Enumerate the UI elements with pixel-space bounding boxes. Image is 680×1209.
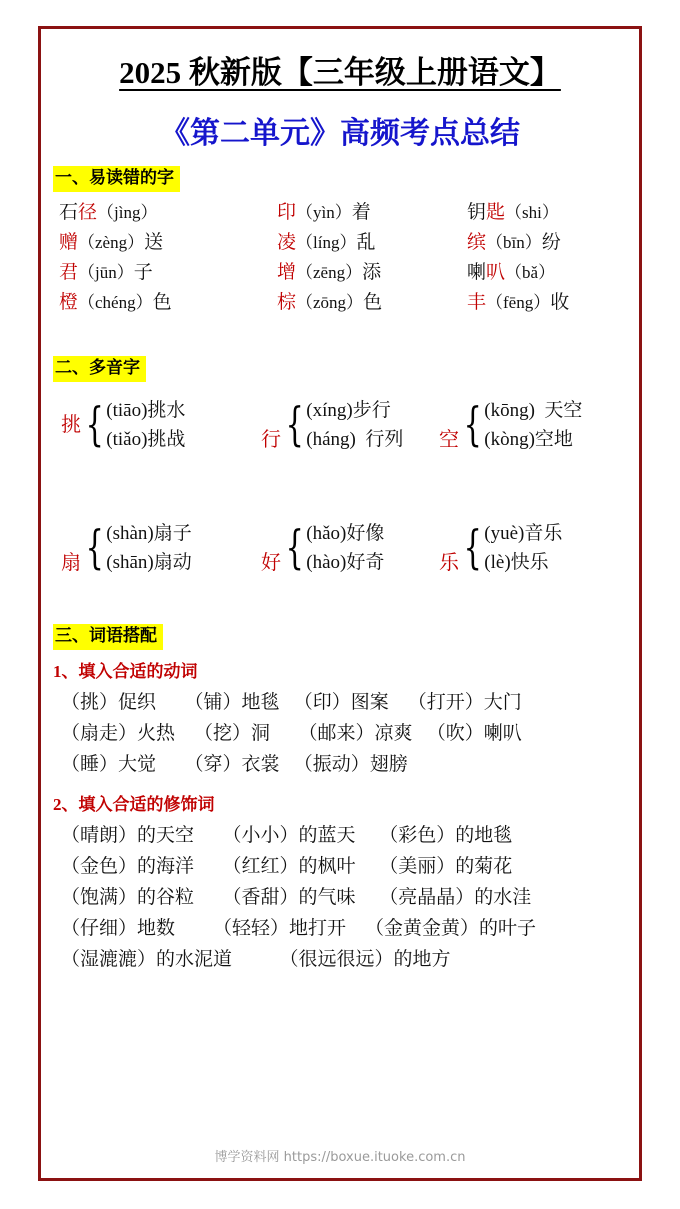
section3-sub2-heading: 2、填入合适的修饰词 [53, 794, 215, 814]
brace-glyph: { [285, 397, 304, 452]
collocation-line: （挑）促织 （铺）地毯 （印）图案 （打开）大门 [61, 692, 522, 714]
brace-glyph: { [463, 520, 482, 575]
character-entry [59, 233, 277, 252]
polyphonic-entry [261, 396, 439, 455]
section3-sub1-heading: 1、填入合适的动词 [53, 661, 198, 681]
collocation-line: （饱满）的谷粒 （香甜）的气味 （亮晶晶）的水洼 [61, 886, 532, 908]
reading-line: (shàn)扇子 [106, 522, 192, 544]
entry-prefix: 石 [59, 201, 79, 223]
brace-glyph: { [463, 397, 482, 452]
collocation-line: （金色）的海洋 （红红）的枫叶 （美丽）的菊花 [61, 856, 513, 878]
entry-pinyin: （fēng） [486, 292, 551, 312]
entry-pinyin: （zēng） [296, 262, 363, 282]
entry-prefix: 钥 [467, 201, 487, 223]
entry-target-char: 赠 [59, 231, 79, 253]
entry-pinyin: （bīn） [486, 232, 542, 252]
section1-row [59, 203, 629, 222]
entry-pinyin: （chéng） [78, 292, 153, 312]
character-entry [277, 233, 467, 252]
entry-pinyin: （líng） [296, 232, 357, 252]
collocation-line: （扇走）火热 （挖）洞 （邮来）凉爽 （吹）喇叭 [61, 723, 522, 745]
entry-suffix: 着 [351, 201, 371, 223]
entry-target-char: 君 [59, 261, 79, 283]
section-ciyudapei [51, 624, 629, 976]
polyphonic-readings [106, 519, 191, 578]
entry-target-char: 增 [277, 261, 297, 283]
polyphonic-char: 乐 [439, 551, 459, 574]
entry-suffix: 纷 [541, 231, 561, 253]
polyphonic-entry [439, 396, 582, 455]
reading-line: (háng) 行列 [306, 429, 404, 451]
polyphonic-char: 扇 [61, 551, 81, 574]
entry-suffix: 乱 [356, 231, 376, 253]
polyphonic-readings [306, 396, 403, 455]
reading-line: (kōng) 天空 [484, 399, 583, 421]
entry-target-char: 凌 [277, 231, 297, 253]
entry-pinyin: （shi） [505, 202, 559, 222]
polyphonic-row [61, 519, 629, 578]
character-entry [467, 233, 561, 252]
section-duoyinzi [51, 356, 629, 578]
entry-target-char: 叭 [486, 261, 506, 283]
character-entry [277, 263, 467, 282]
collocation-line: （晴朗）的天空 （小小）的蓝天 （彩色）的地毯 [61, 825, 513, 847]
document-body [41, 47, 639, 975]
entry-target-char: 橙 [59, 291, 79, 313]
entry-pinyin: （zèng） [78, 232, 145, 252]
section2-groups [51, 396, 629, 578]
character-entry [277, 293, 467, 312]
section3-sub1-lines [61, 688, 629, 780]
page-subtitle: 《第二单元》高频考点总结 [160, 117, 520, 150]
character-entry [59, 293, 277, 312]
polyphonic-char: 空 [439, 428, 459, 451]
document-frame [38, 26, 642, 1181]
section1-row [59, 233, 629, 252]
collocation-line: （仔细）地数 （轻轻）地打开 （金黄金黄）的叶子 [61, 917, 537, 939]
reading-line: (xíng)步行 [306, 399, 391, 421]
reading-line: (kòng)空地 [484, 429, 573, 451]
page-title: 2025 秋新版【三年级上册语文】 [119, 55, 561, 90]
character-entry [467, 263, 555, 282]
entry-suffix: 收 [550, 291, 570, 313]
polyphonic-char: 好 [261, 551, 281, 574]
entry-target-char: 棕 [277, 291, 297, 313]
section1-row [59, 293, 629, 312]
polyphonic-char: 挑 [61, 413, 81, 436]
reading-line: (tiǎo)挑战 [106, 429, 186, 451]
polyphonic-readings [106, 396, 185, 455]
brace-glyph: { [285, 520, 304, 575]
entry-pinyin: （jìng） [97, 202, 158, 222]
entry-target-char: 缤 [467, 231, 487, 253]
entry-pinyin: （yìn） [296, 202, 352, 222]
polyphonic-entry [61, 519, 261, 578]
reading-line: (yuè)音乐 [484, 522, 563, 544]
polyphonic-readings [484, 519, 562, 578]
polyphonic-readings [484, 396, 582, 455]
polyphonic-entry [439, 519, 562, 578]
entry-pinyin: （bǎ） [505, 262, 556, 282]
reading-line: (hǎo)好像 [306, 522, 385, 544]
entry-suffix: 添 [362, 261, 382, 283]
polyphonic-row [61, 396, 629, 455]
entry-suffix: 送 [144, 231, 164, 253]
reading-line: (lè)快乐 [484, 552, 549, 574]
section-yiducuo [51, 166, 629, 312]
character-entry [59, 263, 277, 282]
character-entry [467, 203, 559, 222]
reading-line: (tiāo)挑水 [106, 399, 186, 421]
section1-heading: 一、易读错的字 [53, 166, 180, 192]
brace-glyph: { [85, 397, 104, 452]
reading-line: (shān)扇动 [106, 552, 192, 574]
section3-heading: 三、词语搭配 [53, 624, 163, 650]
section2-heading: 二、多音字 [53, 356, 146, 382]
character-entry [277, 203, 467, 222]
character-entry [467, 293, 569, 312]
reading-line: (hào)好奇 [306, 552, 385, 574]
entry-suffix: 色 [363, 291, 383, 313]
collocation-line: （睡）大觉 （穿）衣裳 （振动）翅膀 [61, 753, 408, 775]
character-entry [59, 203, 277, 222]
entry-prefix: 喇 [467, 261, 487, 283]
entry-target-char: 匙 [486, 201, 506, 223]
entry-suffix: 子 [133, 261, 153, 283]
entry-pinyin: （jūn） [78, 262, 134, 282]
polyphonic-char: 行 [261, 428, 281, 451]
entry-suffix: 色 [152, 291, 172, 313]
entry-target-char: 径 [78, 201, 98, 223]
polyphonic-entry [261, 519, 439, 578]
collocation-line: （湿漉漉）的水泥道 （很远很远）的地方 [61, 948, 451, 970]
entry-pinyin: （zōng） [296, 292, 364, 312]
entry-target-char: 丰 [467, 291, 487, 313]
polyphonic-entry [61, 396, 261, 455]
brace-glyph: { [85, 520, 104, 575]
footer-watermark: 博学资料网 https://boxue.ituoke.com.cn [214, 1150, 466, 1165]
section1-rows [51, 203, 629, 312]
section1-row [59, 263, 629, 282]
polyphonic-readings [306, 519, 384, 578]
entry-target-char: 印 [277, 201, 297, 223]
section3-sub2-lines [61, 821, 629, 975]
